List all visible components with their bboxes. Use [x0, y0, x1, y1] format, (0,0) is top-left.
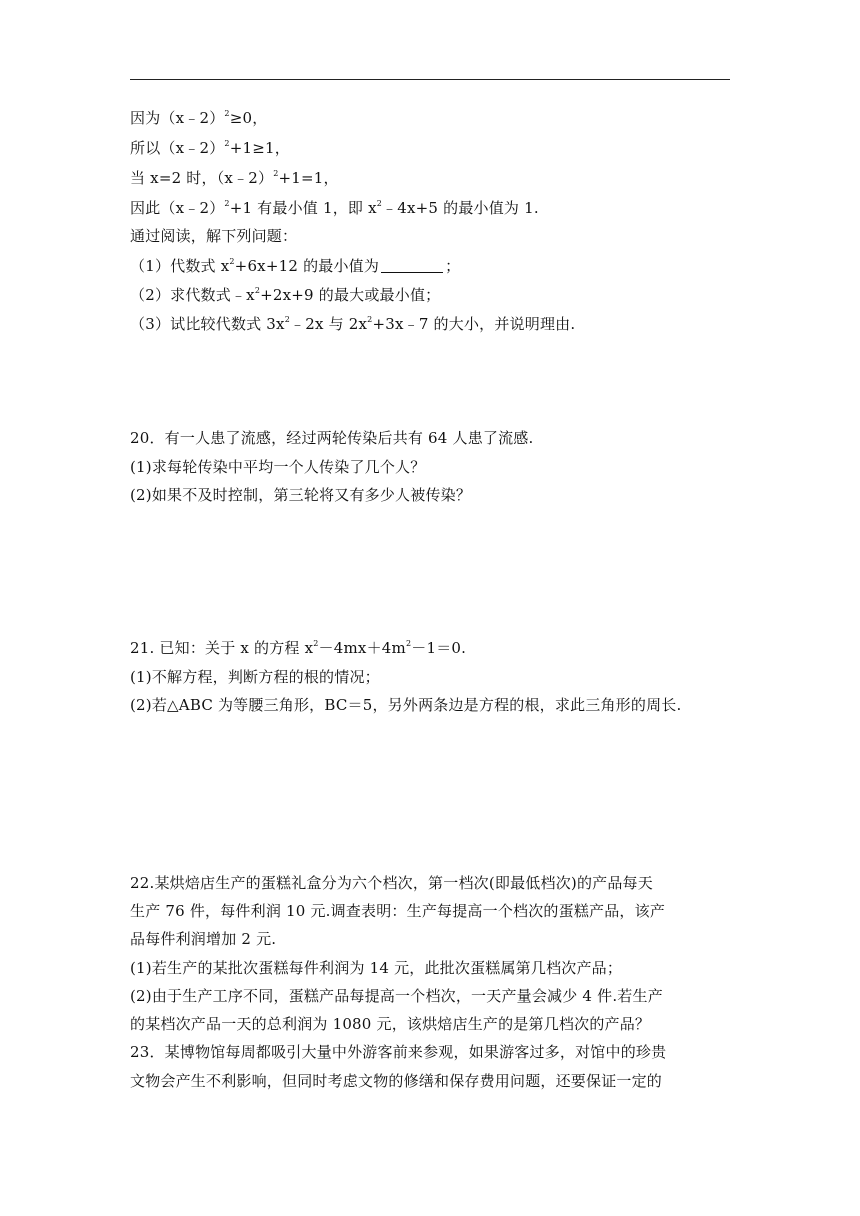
problem-21-sub-2: (2)若△ABC 为等腰三角形，BC＝5，另外两条边是方程的根，求此三角形的周长. [130, 696, 682, 714]
intro-line-1: 因为（x﹣2）$^2$≥0， [130, 109, 268, 127]
problem-22-line-5: (2)由于生产工序不同，蛋糕产品每提高一个档次，一天产量会减少 4 件.若生产 [130, 987, 663, 1005]
problem-20-title: 20．有一人患了流感，经过两轮传染后共有 64 人患了流感. [130, 429, 534, 447]
problem-22-line-1: 22.某烘焙店生产的蛋糕礼盒分为六个档次，第一档次(即最低档次)的产品每天 [130, 874, 653, 892]
question-1: （1）代数式 $x^2+6x+12$ 的最小值为 ； [130, 257, 461, 275]
problem-23-line-2: 文物会产生不利影响，但同时考虑文物的修缮和保存费用问题，还要保证一定的 [130, 1072, 663, 1090]
problem-22-line-3: 品每件利润增加 2 元. [130, 930, 277, 948]
intro-line-5: 通过阅读，解下列问题： [130, 227, 298, 245]
intro-line-3: 当 x=2 时，（x﹣2）$^2$+1=1， [130, 169, 339, 187]
problem-22-line-2: 生产 76 件，每件利润 10 元.调查表明：生产每提高一个档次的蛋糕产品，该产 [130, 902, 666, 920]
problem-23-line-1: 23．某博物馆每周都吸引大量中外游客前来参观，如果游客过多，对馆中的珍贵 [130, 1043, 667, 1061]
problem-20-sub-2: (2)如果不及时控制，第三轮将又有多少人被传染？ [130, 486, 472, 504]
question-3: （3）试比较代数式 $3x^2﹣2x$ 与 $2x^2+3x﹣7$ 的大小，并说明理由. [130, 315, 576, 333]
intro-line-4: 因此（x﹣2）$^2$+1 有最小值 1，即 $x^2﹣4x+5$ 的最小值为 1. [130, 199, 539, 217]
problem-20-sub-1: (1)求每轮传染中平均一个人传染了几个人？ [130, 458, 426, 476]
answer-blank[interactable] [381, 258, 443, 273]
problem-22-line-4: (1)若生产的某批次蛋糕每件利润为 14 元，此批次蛋糕属第几档次产品； [130, 959, 623, 977]
problem-21-title: 21. 已知：关于 x 的方程 $x^2-4mx+4m^2-1=0$. [130, 639, 467, 657]
question-2: （2）求代数式$﹣x^2+2x+9$ 的最大或最小值； [130, 286, 441, 304]
problem-22-line-6: 的某档次产品一天的总利润为 1080 元，该烘焙店生产的是第几档次的产品？ [130, 1015, 651, 1033]
intro-line-2: 所以（x﹣2）$^2$+1≥1， [130, 139, 290, 157]
header-rule [130, 79, 730, 80]
problem-21-sub-1: (1)不解方程，判断方程的根的情况； [130, 668, 380, 686]
